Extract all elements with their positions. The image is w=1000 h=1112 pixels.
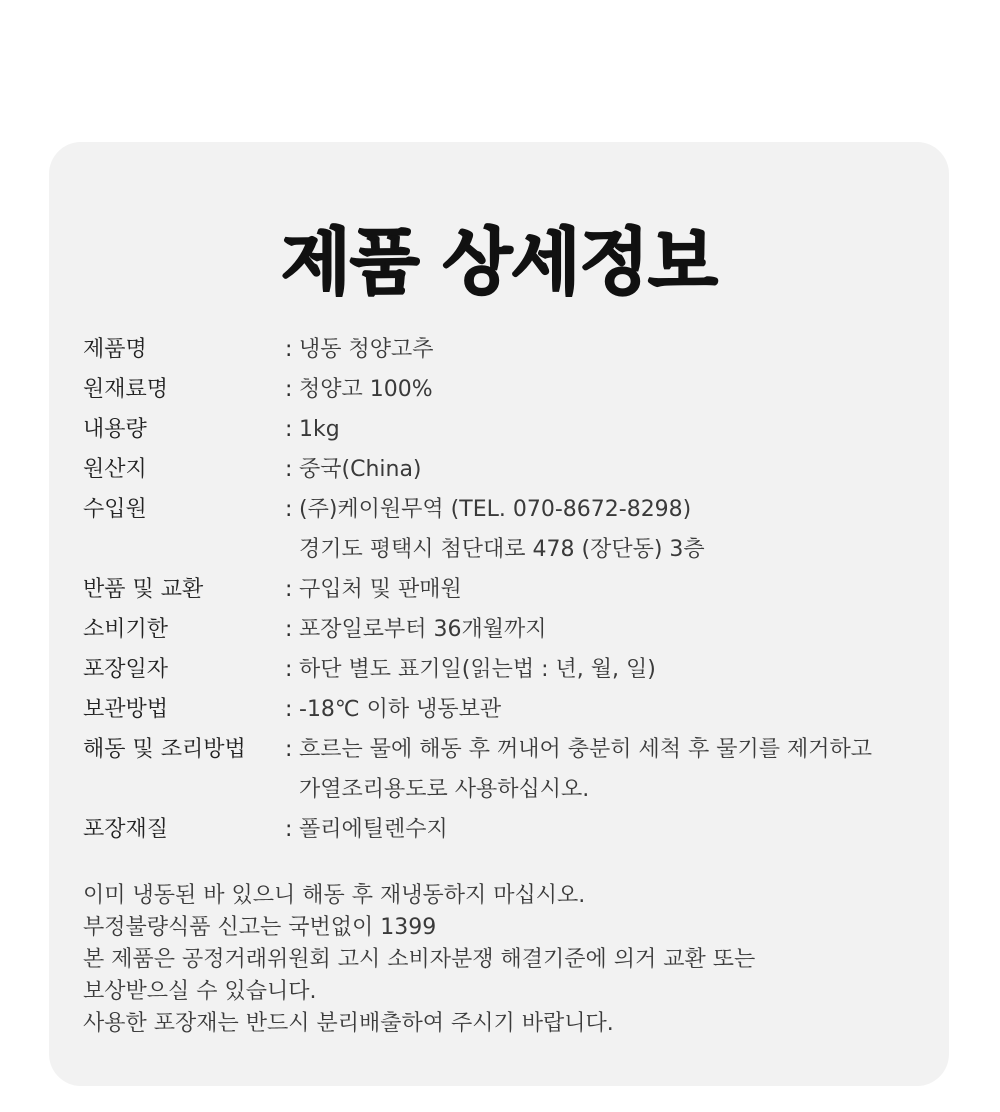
spec-value-continued: 가열조리용도로 사용하십시오. [299, 777, 590, 802]
notice-text [83, 880, 923, 1040]
notice-line: 본 제품은 공정거래위원회 고시 소비자분쟁 해결기준에 의거 교환 또는 [83, 947, 756, 972]
spec-value: 흐르는 물에 해동 후 꺼내어 충분히 세척 후 물기를 제거하고 [299, 737, 872, 762]
spec-value: 하단 별도 표기일(읽는법 : 년, 월, 일) [299, 657, 656, 682]
spec-row-preparation [83, 730, 943, 810]
spec-value: 냉동 청양고추 [299, 337, 434, 362]
spec-value: 구입처 및 판매원 [299, 577, 462, 602]
spec-colon: : [285, 617, 293, 642]
spec-label: 수입원 [83, 497, 147, 522]
spec-value: 중국(China) [299, 457, 422, 482]
spec-row-expiry [83, 610, 943, 650]
spec-value-address: 경기도 평택시 첨단대로 478 (장단동) 3층 [299, 537, 705, 562]
spec-row-net-weight [83, 410, 943, 450]
notice-line: 보상받으실 수 있습니다. [83, 979, 317, 1004]
page-title: 제품 상세정보 [281, 220, 717, 304]
spec-row-storage [83, 690, 943, 730]
notice-line: 이미 냉동된 바 있으니 해동 후 재냉동하지 마십시오. [83, 883, 586, 908]
spec-colon: : [285, 697, 293, 722]
spec-list [83, 330, 943, 850]
spec-label: 원재료명 [83, 377, 169, 402]
spec-label: 내용량 [83, 417, 147, 442]
spec-row-product-name [83, 330, 943, 370]
notice-line: 부정불량식품 신고는 국번없이 1399 [83, 915, 437, 940]
spec-colon: : [285, 657, 293, 682]
spec-colon: : [285, 817, 293, 842]
spec-row-returns [83, 570, 943, 610]
spec-colon: : [285, 497, 293, 522]
spec-row-packaging-date [83, 650, 943, 690]
spec-label: 소비기한 [83, 617, 169, 642]
spec-colon: : [285, 457, 293, 482]
notice-line: 사용한 포장재는 반드시 분리배출하여 주시기 바랍니다. [83, 1011, 614, 1036]
spec-value: (주)케이원무역 (TEL. 070-8672-8298) [299, 497, 692, 522]
spec-label: 원산지 [83, 457, 147, 482]
spec-value: -18℃ 이하 냉동보관 [299, 697, 502, 722]
spec-value: 1kg [299, 417, 340, 442]
spec-colon: : [285, 577, 293, 602]
spec-label: 보관방법 [83, 697, 169, 722]
spec-label: 포장일자 [83, 657, 169, 682]
spec-colon: : [285, 417, 293, 442]
spec-label: 해동 및 조리방법 [83, 737, 246, 762]
product-info-card [49, 142, 949, 1086]
spec-colon: : [285, 737, 293, 762]
spec-colon: : [285, 337, 293, 362]
spec-row-importer [83, 490, 943, 570]
spec-colon: : [285, 377, 293, 402]
spec-label: 포장재질 [83, 817, 169, 842]
spec-value: 폴리에틸렌수지 [299, 817, 448, 842]
spec-value: 포장일로부터 36개월까지 [299, 617, 547, 642]
spec-value: 청양고 100% [299, 377, 433, 402]
spec-row-packaging-material [83, 810, 943, 850]
spec-label: 제품명 [83, 337, 147, 362]
spec-row-origin [83, 450, 943, 490]
spec-row-ingredients [83, 370, 943, 410]
spec-label: 반품 및 교환 [83, 577, 204, 602]
